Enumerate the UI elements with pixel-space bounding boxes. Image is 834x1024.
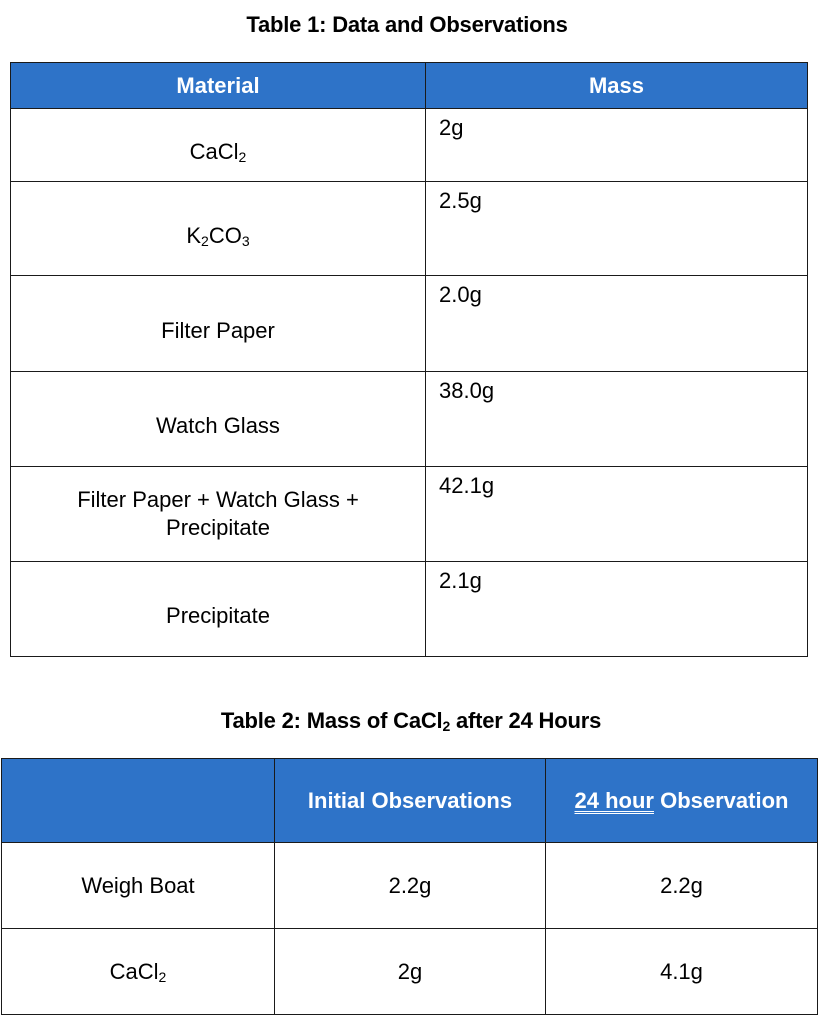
mass-cell: 2.0g (426, 276, 808, 372)
mass-cell: 2g (426, 109, 808, 182)
24h-value-cell: 2.2g (546, 843, 818, 929)
initial-value-cell: 2g (275, 929, 546, 1015)
table-row (11, 562, 808, 657)
underlined-text: 24 hour (574, 787, 654, 813)
initial-value-cell: 2.2g (275, 843, 546, 929)
mass-cell: 38.0g (426, 372, 808, 467)
table-row (11, 182, 808, 276)
table2-title (0, 708, 828, 734)
table-row (11, 467, 808, 562)
material-cell: Filter Paper (11, 276, 426, 372)
subscript: 2 (201, 232, 209, 249)
table-row (11, 372, 808, 467)
material-cell (11, 467, 426, 562)
table-row (11, 276, 808, 372)
data-observations-table (10, 62, 808, 657)
column-header-initial: Initial Observations (275, 759, 546, 843)
table1-header-row (11, 63, 808, 109)
column-header-material: Material (11, 63, 426, 109)
table-row (2, 843, 818, 929)
label-text: CaCl (109, 958, 159, 984)
material-text: CaCl (189, 139, 239, 164)
material-cell (11, 109, 426, 182)
header-text: Observation (653, 787, 789, 813)
24h-value-cell: 4.1g (546, 929, 818, 1015)
material-text-line2: Precipitate (166, 515, 270, 540)
table2-header-row (2, 759, 818, 843)
column-header-24h (546, 759, 818, 843)
subscript: 2 (238, 149, 247, 165)
mass-cell: 2.1g (426, 562, 808, 657)
mass-cell: 42.1g (426, 467, 808, 562)
material-cell (11, 182, 426, 276)
mass-cell: 2.5g (426, 182, 808, 276)
title-text: after 24 Hours (450, 708, 602, 733)
material-text: CO (208, 222, 242, 248)
material-cell: Precipitate (11, 562, 426, 657)
subscript: 2 (442, 718, 451, 734)
material-text-line1: Filter Paper + Watch Glass + (77, 487, 359, 512)
material-text: K (186, 222, 202, 248)
mass-cacl2-24h-table (1, 758, 818, 1015)
row-label-cell: Weigh Boat (2, 843, 275, 929)
column-header-mass: Mass (426, 63, 808, 109)
subscript: 3 (241, 232, 250, 249)
row-label-cell (2, 929, 275, 1015)
table-row (11, 109, 808, 182)
title-text: Table 2: Mass of CaCl (220, 708, 443, 733)
subscript: 2 (158, 968, 167, 985)
material-cell: Watch Glass (11, 372, 426, 467)
table-row (2, 929, 818, 1015)
column-header-blank (2, 759, 275, 843)
table1-title: Table 1: Data and Observations (246, 12, 568, 37)
